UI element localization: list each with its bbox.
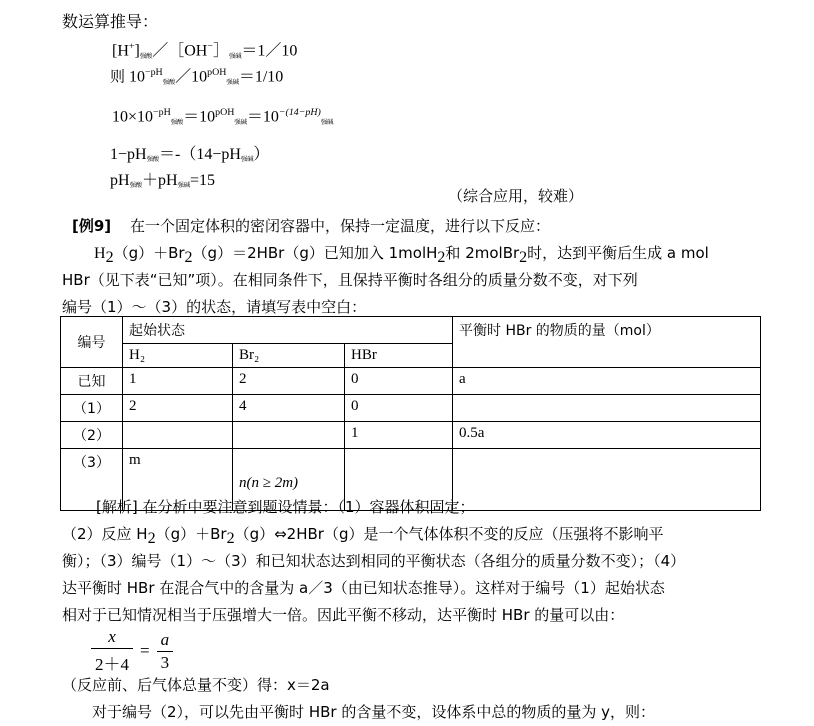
cell-1-hbr: 0 xyxy=(345,395,453,422)
derivation-l1-equals: ＝ xyxy=(241,42,258,60)
cell-known-h2: 1 xyxy=(123,368,233,395)
derivation-l1-sub-base: 强碱 xyxy=(228,51,242,60)
analysis-line-1 xyxy=(96,494,796,521)
derivation-l3-exp2: pOH xyxy=(215,107,235,118)
derivation-l1-sub-acid: 强酸 xyxy=(139,51,153,60)
derivation-l4-c: ） xyxy=(253,146,270,163)
derivation-l4-b: -（14−pH xyxy=(175,146,241,163)
cell-2-h2 xyxy=(123,422,233,449)
derivation-l2-sub-acid: 强酸 xyxy=(162,77,176,86)
derivation-l4-eq: ＝ xyxy=(158,146,175,163)
derivation-l3-exp3: −(14−pH) xyxy=(278,107,321,118)
equilibrium-table xyxy=(60,316,761,511)
derivation-l1-oh-open: ［ xyxy=(168,42,185,60)
derivation-line-5 xyxy=(110,173,215,189)
fraction-left xyxy=(91,627,133,675)
table-head-h2: H₂ xyxy=(123,344,233,368)
derivation-l2-sub-base: 强碱 xyxy=(226,77,239,86)
derivation-l2-equals: ＝ xyxy=(238,68,255,86)
derivation-l1-slash: ／ xyxy=(152,42,169,60)
example-molh2-sub: 2 xyxy=(437,249,446,266)
fraction-left-denominator: 2＋4 xyxy=(91,648,133,675)
analysis-br2-sub: 2 xyxy=(226,530,235,547)
derivation-l1-bracket-close: ] xyxy=(134,42,140,60)
conclusion-line-1: （反应前、后气体总量不变）得：x＝2a xyxy=(62,676,330,694)
table-header-row-1 xyxy=(61,317,761,344)
analysis-line-4: 达平衡时 HBr 在混合气中的含量为 a／3（由已知状态推导）。这样对于编号（1）起始状态 xyxy=(62,579,665,597)
example-body-1c: （g）＝2HBr（g）已知加入 1molH xyxy=(192,244,438,262)
example-label: [例9] xyxy=(72,217,112,235)
analysis-2c: （g）⇔2HBr（g）是一个气体体积不变的反应（压强将不影响平 xyxy=(234,525,664,543)
cell-known-eq: a xyxy=(453,368,761,395)
example-h2-sub: 2 xyxy=(105,249,114,266)
derivation-l1-oh-charge: − xyxy=(207,41,213,52)
table-row xyxy=(61,368,761,395)
derivation-l3-sub-acid: 强酸 xyxy=(170,117,184,126)
fraction-right xyxy=(157,630,174,673)
cell-1-h2: 2 xyxy=(123,395,233,422)
row-label-known: 已知 xyxy=(61,368,123,395)
analysis-2a: （2）反应 H xyxy=(62,525,148,543)
cell-3-h2: m xyxy=(123,449,233,511)
table-head-id: 编号 xyxy=(61,317,123,368)
derivation-line-4 xyxy=(110,147,269,163)
fraction-right-numerator: a xyxy=(160,629,170,649)
cell-2-eq: 0.5a xyxy=(453,422,761,449)
derivation-line-1 xyxy=(112,42,297,59)
fraction-equation xyxy=(88,627,176,675)
example-body-line-3: 编号（1）～（3）的状态，请填写表中空白： xyxy=(62,298,367,316)
example-intro-text: 在一个固定体积的密闭容器中，保持一定温度，进行以下反应： xyxy=(129,217,550,235)
cell-3-br2: n(n ≥ 2m) xyxy=(233,449,345,511)
analysis-label: [解析] xyxy=(96,498,138,516)
derivation-l1-value: 1／10 xyxy=(257,42,298,60)
example-body-1e: 时，达到平衡后生成 a mol xyxy=(527,244,709,262)
difficulty-note: （综合应用，较难） xyxy=(448,187,584,205)
row-label-2: （2） xyxy=(61,422,123,449)
page-heading: 数运算推导： xyxy=(62,12,159,31)
derivation-l5-sub-acid: 强酸 xyxy=(129,181,142,190)
example-body-1b: （g）＋Br xyxy=(113,244,185,262)
analysis-h2-sub: 2 xyxy=(147,530,156,547)
derivation-l4-sub-acid: 强酸 xyxy=(146,155,159,164)
derivation-l3-base3: 10 xyxy=(262,108,279,126)
derivation-l1-oh-close: ］ xyxy=(212,42,229,60)
derivation-line-2 xyxy=(110,68,283,85)
analysis-text-1: 在分析中要注意到题设情景：（1）容器体积固定； xyxy=(142,498,475,516)
derivation-l3-sub-base-2: 强碱 xyxy=(320,117,334,126)
table-head-br2: Br₂ xyxy=(233,344,345,368)
derivation-l3-sub-base: 强碱 xyxy=(234,117,247,126)
row-label-3: （3） xyxy=(61,449,123,511)
example-body-1d: 和 2molBr xyxy=(445,244,520,262)
analysis-line-3: 衡）；（3）编号（1）～（3）和已知状态达到相同的平衡状态（各组分的质量分数不变）；（4） xyxy=(62,552,686,570)
derivation-l3-eq2: ＝ xyxy=(246,108,263,126)
cell-2-hbr: 1 xyxy=(345,422,453,449)
derivation-line-3 xyxy=(112,108,333,125)
derivation-l4-a: 1−pH xyxy=(110,146,147,163)
example-br2-sub: 2 xyxy=(184,249,193,266)
fraction-left-numerator: x xyxy=(108,627,116,646)
fraction-equals: = xyxy=(140,641,150,660)
fraction-right-denominator: 3 xyxy=(157,651,174,673)
derivation-l2-value: 1/10 xyxy=(254,68,284,86)
derivation-l2-base2: 10 xyxy=(191,68,208,86)
derivation-l5-plus: ＋pH xyxy=(141,172,178,189)
table-row xyxy=(61,395,761,422)
derivation-l2-slash: ／ xyxy=(175,68,192,86)
example-body-line-2: HBr（见下表“已知”项）。在相同条件下，且保持平衡时各组分的质量分数不变，对下列 xyxy=(62,271,638,289)
cell-1-eq xyxy=(453,395,761,422)
analysis-2b: （g）＋Br xyxy=(155,525,227,543)
derivation-l1-h-charge: + xyxy=(128,41,135,52)
derivation-l3-lead: 10×10 xyxy=(112,108,154,126)
table-head-equilibrium: 平衡时 HBr 的物质的量（mol） xyxy=(453,317,761,368)
derivation-l2-prefix: 则 xyxy=(110,67,126,86)
derivation-l3-eq1: ＝ xyxy=(183,108,200,126)
cell-2-br2 xyxy=(233,422,345,449)
derivation-l2-exp2: pOH xyxy=(207,67,227,78)
derivation-l2-exp1: −pH xyxy=(145,67,163,78)
table-head-hbr: HBr xyxy=(345,344,453,368)
derivation-l1-oh: OH xyxy=(184,42,208,60)
cell-known-hbr: 0 xyxy=(345,368,453,395)
cell-known-br2: 2 xyxy=(233,368,345,395)
derivation-l1-h: H xyxy=(117,42,129,60)
example-intro-line xyxy=(72,213,792,240)
row-label-1: （1） xyxy=(61,395,123,422)
derivation-l5-value: =15 xyxy=(189,172,215,189)
example-h2-symbol: H xyxy=(94,245,106,262)
table-row xyxy=(61,422,761,449)
derivation-l5-a: pH xyxy=(110,172,130,189)
cell-1-br2: 4 xyxy=(233,395,345,422)
example-molbr2-sub: 2 xyxy=(519,249,528,266)
derivation-l1-bracket-open: [ xyxy=(112,42,118,60)
table-head-initial-state: 起始状态 xyxy=(123,317,453,344)
conclusion-line-2: 对于编号（2），可以先由平衡时 HBr 的含量不变，设体系中总的物质的量为 y，则： xyxy=(92,703,655,721)
derivation-l4-sub-base: 强碱 xyxy=(240,155,254,164)
derivation-l5-sub-base: 强碱 xyxy=(177,181,190,190)
derivation-l2-base1: 10 xyxy=(129,68,146,86)
derivation-l3-exp1: −pH xyxy=(153,107,171,118)
derivation-l3-base2: 10 xyxy=(199,108,216,126)
analysis-line-5: 相对于已知情况相当于压强增大一倍。因此平衡不移动，达平衡时 HBr 的量可以由： xyxy=(62,606,625,624)
